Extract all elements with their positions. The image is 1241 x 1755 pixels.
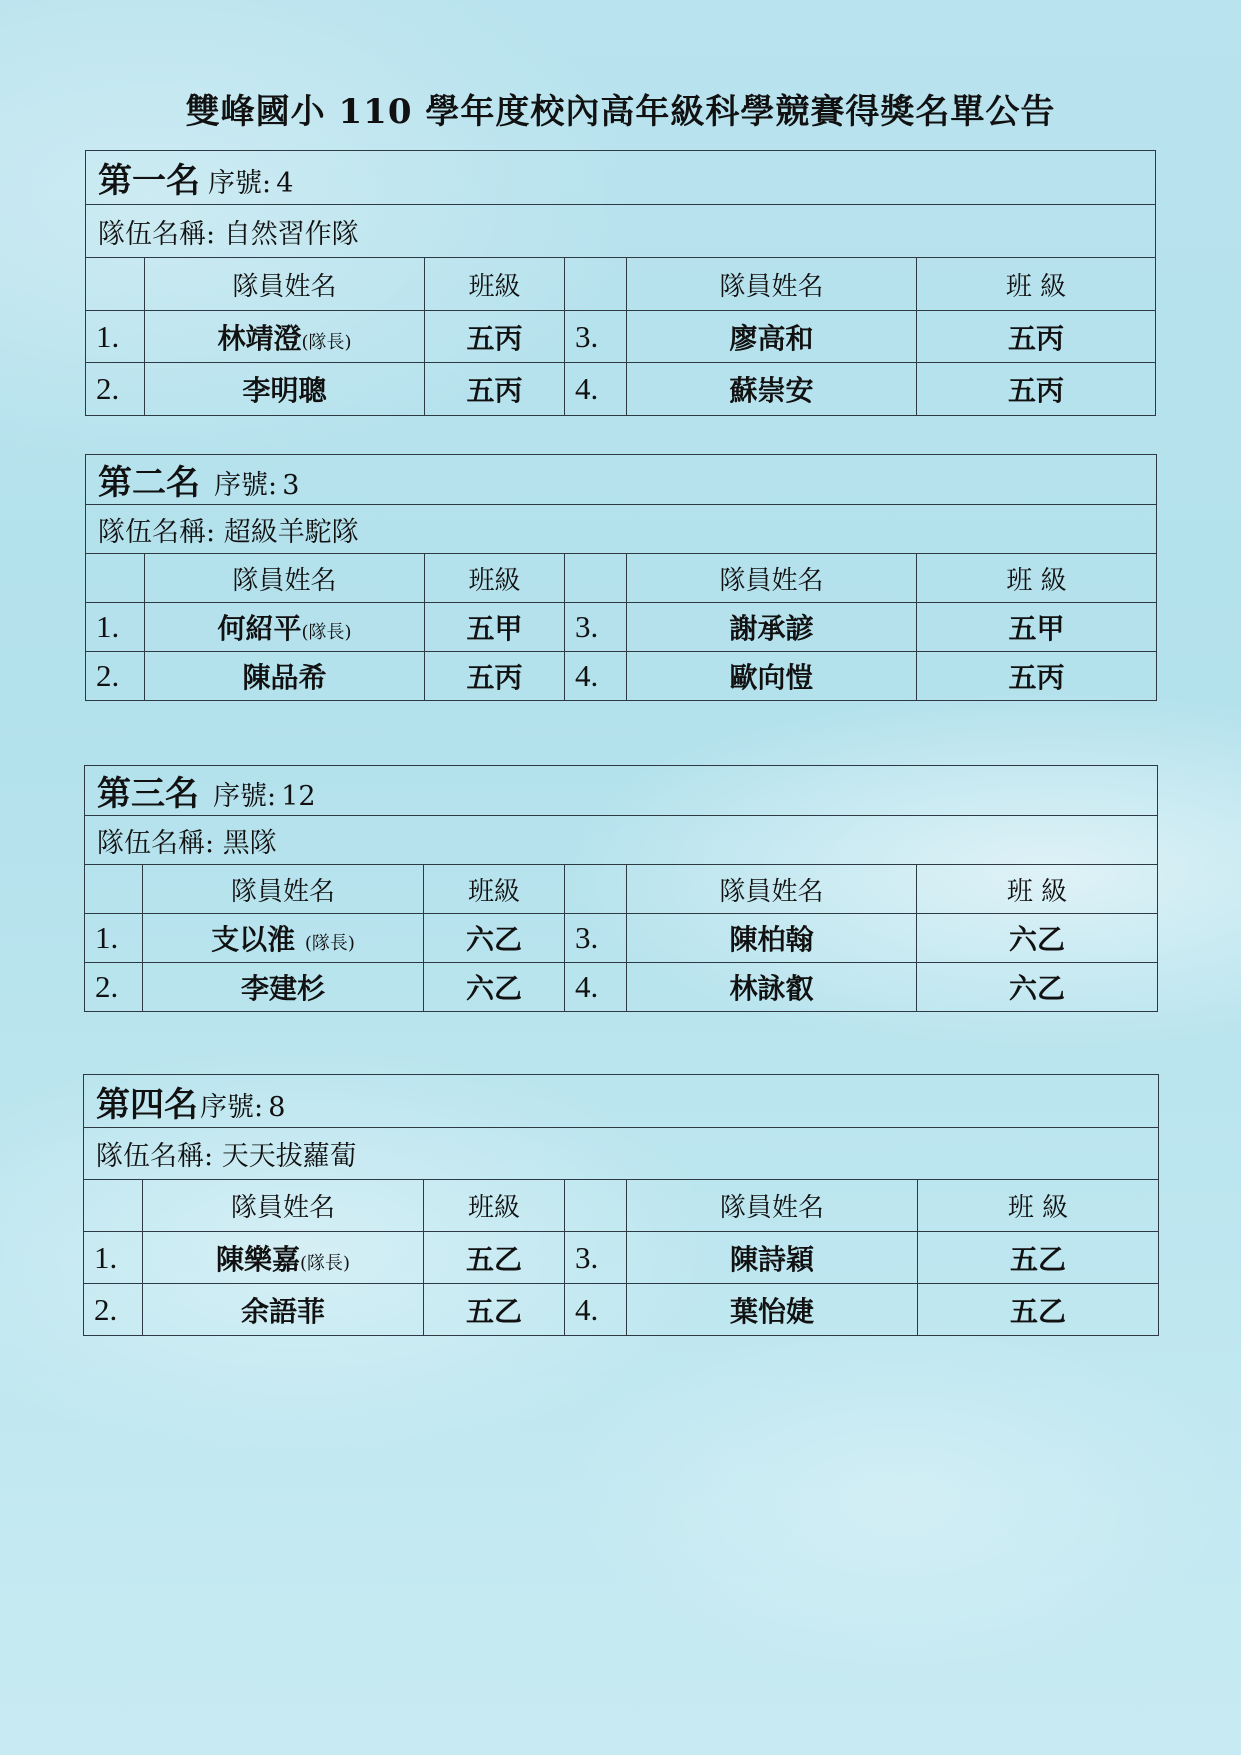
member-number: 1. <box>86 603 145 652</box>
member-name: 何紹平(隊長) <box>145 603 425 652</box>
member-class: 五乙 <box>918 1232 1159 1284</box>
blank-cell <box>565 865 627 914</box>
team-name: 超級羊駝隊 <box>223 516 359 548</box>
member-class: 五乙 <box>424 1232 565 1284</box>
member-name: 陳柏翰 <box>627 914 917 963</box>
member-class: 六乙 <box>917 914 1158 963</box>
member-class: 五丙 <box>917 311 1156 363</box>
seq-value: 3 <box>282 470 300 501</box>
team-name: 自然習作隊 <box>223 218 359 250</box>
class-header: 班 級 <box>917 258 1156 311</box>
member-number: 4. <box>565 652 627 701</box>
team-label: 隊伍名稱: <box>96 1141 214 1172</box>
blank-cell <box>86 554 145 603</box>
page-title: 雙峰國小 110 學年度校內高年級科學競賽得獎名單公告 <box>185 92 1056 132</box>
rank-row <box>86 455 1157 505</box>
seq-value: 4 <box>276 168 294 199</box>
team-label: 隊伍名稱: <box>97 827 215 859</box>
member-number: 2. <box>86 363 145 416</box>
rank-label: 第三名 <box>97 774 199 814</box>
table-row <box>86 603 1157 652</box>
member-number: 3. <box>565 311 627 363</box>
member-class: 五丙 <box>425 652 565 701</box>
class-header: 班 級 <box>917 865 1158 914</box>
member-name: 蘇崇安 <box>627 363 917 416</box>
member-number: 2. <box>86 652 145 701</box>
blank-cell <box>565 1180 627 1232</box>
member-class: 六乙 <box>917 963 1158 1012</box>
table-row <box>85 963 1158 1012</box>
member-name: 陳品希 <box>145 652 425 701</box>
team-row <box>86 505 1157 554</box>
seq-label: 序號: <box>200 1091 264 1123</box>
class-header: 班級 <box>424 1180 565 1232</box>
member-class: 六乙 <box>424 963 565 1012</box>
member-number: 3. <box>565 914 627 963</box>
member-name: 李建杉 <box>143 963 424 1012</box>
header-row <box>86 554 1157 603</box>
header-row <box>84 1180 1159 1232</box>
team-name: 黑隊 <box>222 827 277 859</box>
blank-cell <box>85 865 143 914</box>
member-class: 五甲 <box>425 603 565 652</box>
team-row <box>84 1128 1159 1180</box>
table-row <box>86 652 1157 701</box>
blank-cell <box>565 258 627 311</box>
member-name: 余語菲 <box>143 1284 424 1336</box>
member-number: 2. <box>85 963 143 1012</box>
leader-tag: (隊長) <box>304 933 355 954</box>
seq-label: 序號: <box>208 168 272 199</box>
team-name: 天天拔蘿蔔 <box>221 1141 357 1172</box>
class-header: 班級 <box>424 865 565 914</box>
member-number: 1. <box>84 1232 143 1284</box>
member-name: 廖高和 <box>627 311 917 363</box>
member-name-header: 隊員姓名 <box>145 554 425 603</box>
member-class: 五丙 <box>425 311 565 363</box>
table-row <box>86 363 1156 416</box>
member-class: 五乙 <box>918 1284 1159 1336</box>
member-number: 3. <box>565 1232 627 1284</box>
class-header: 班級 <box>425 258 565 311</box>
member-class: 五丙 <box>917 652 1157 701</box>
class-header: 班級 <box>425 554 565 603</box>
team-row <box>85 816 1158 865</box>
member-name-header: 隊員姓名 <box>627 258 917 311</box>
table-row <box>84 1284 1159 1336</box>
member-name: 林詠叡 <box>627 963 917 1012</box>
member-class: 五乙 <box>424 1284 565 1336</box>
member-name-header: 隊員姓名 <box>145 258 425 311</box>
award-table-second <box>85 454 1157 701</box>
member-class: 五甲 <box>917 603 1157 652</box>
rank-row <box>84 1075 1159 1128</box>
class-header: 班 級 <box>917 554 1157 603</box>
rank-row <box>85 766 1158 816</box>
member-name-header: 隊員姓名 <box>143 865 424 914</box>
member-number: 1. <box>86 311 145 363</box>
rank-label: 第二名 <box>98 463 200 503</box>
member-number: 4. <box>565 963 627 1012</box>
table-row <box>85 914 1158 963</box>
member-name: 陳樂嘉(隊長) <box>143 1232 424 1284</box>
table-row <box>84 1232 1159 1284</box>
member-name-header: 隊員姓名 <box>143 1180 424 1232</box>
leader-tag: (隊長) <box>299 1252 351 1274</box>
blank-cell <box>84 1180 143 1232</box>
member-class: 五丙 <box>917 363 1156 416</box>
team-label: 隊伍名稱: <box>98 516 216 548</box>
header-row <box>85 865 1158 914</box>
member-number: 4. <box>565 363 627 416</box>
award-table-first <box>85 150 1156 416</box>
member-class: 五丙 <box>425 363 565 416</box>
member-name: 歐向愷 <box>627 652 917 701</box>
member-name: 李明聰 <box>145 363 425 416</box>
team-row <box>86 205 1156 258</box>
leader-tag: (隊長) <box>301 622 352 643</box>
class-header: 班 級 <box>918 1180 1159 1232</box>
seq-value: 12 <box>281 781 316 812</box>
member-class: 六乙 <box>424 914 565 963</box>
rank-label: 第四名 <box>96 1084 198 1125</box>
member-name: 陳詩穎 <box>627 1232 918 1284</box>
award-table-third <box>84 765 1158 1012</box>
seq-value: 8 <box>268 1091 286 1123</box>
member-number: 4. <box>565 1284 627 1336</box>
member-name-header: 隊員姓名 <box>627 865 917 914</box>
table-row <box>86 311 1156 363</box>
rank-label: 第一名 <box>98 161 200 201</box>
member-name: 謝承諺 <box>627 603 917 652</box>
member-number: 3. <box>565 603 627 652</box>
member-name: 支以淮 (隊長) <box>143 914 424 963</box>
team-label: 隊伍名稱: <box>98 218 216 250</box>
member-number: 1. <box>85 914 143 963</box>
member-name: 葉怡婕 <box>627 1284 918 1336</box>
member-name-header: 隊員姓名 <box>627 1180 918 1232</box>
seq-label: 序號: <box>213 781 277 812</box>
member-name: 林靖澄(隊長) <box>145 311 425 363</box>
rank-row <box>86 151 1156 205</box>
header-row <box>86 258 1156 311</box>
leader-tag: (隊長) <box>301 331 352 353</box>
member-number: 2. <box>84 1284 143 1336</box>
blank-cell <box>86 258 145 311</box>
blank-cell <box>565 554 627 603</box>
award-table-fourth <box>83 1074 1159 1336</box>
seq-label: 序號: <box>214 470 278 501</box>
member-name-header: 隊員姓名 <box>627 554 917 603</box>
